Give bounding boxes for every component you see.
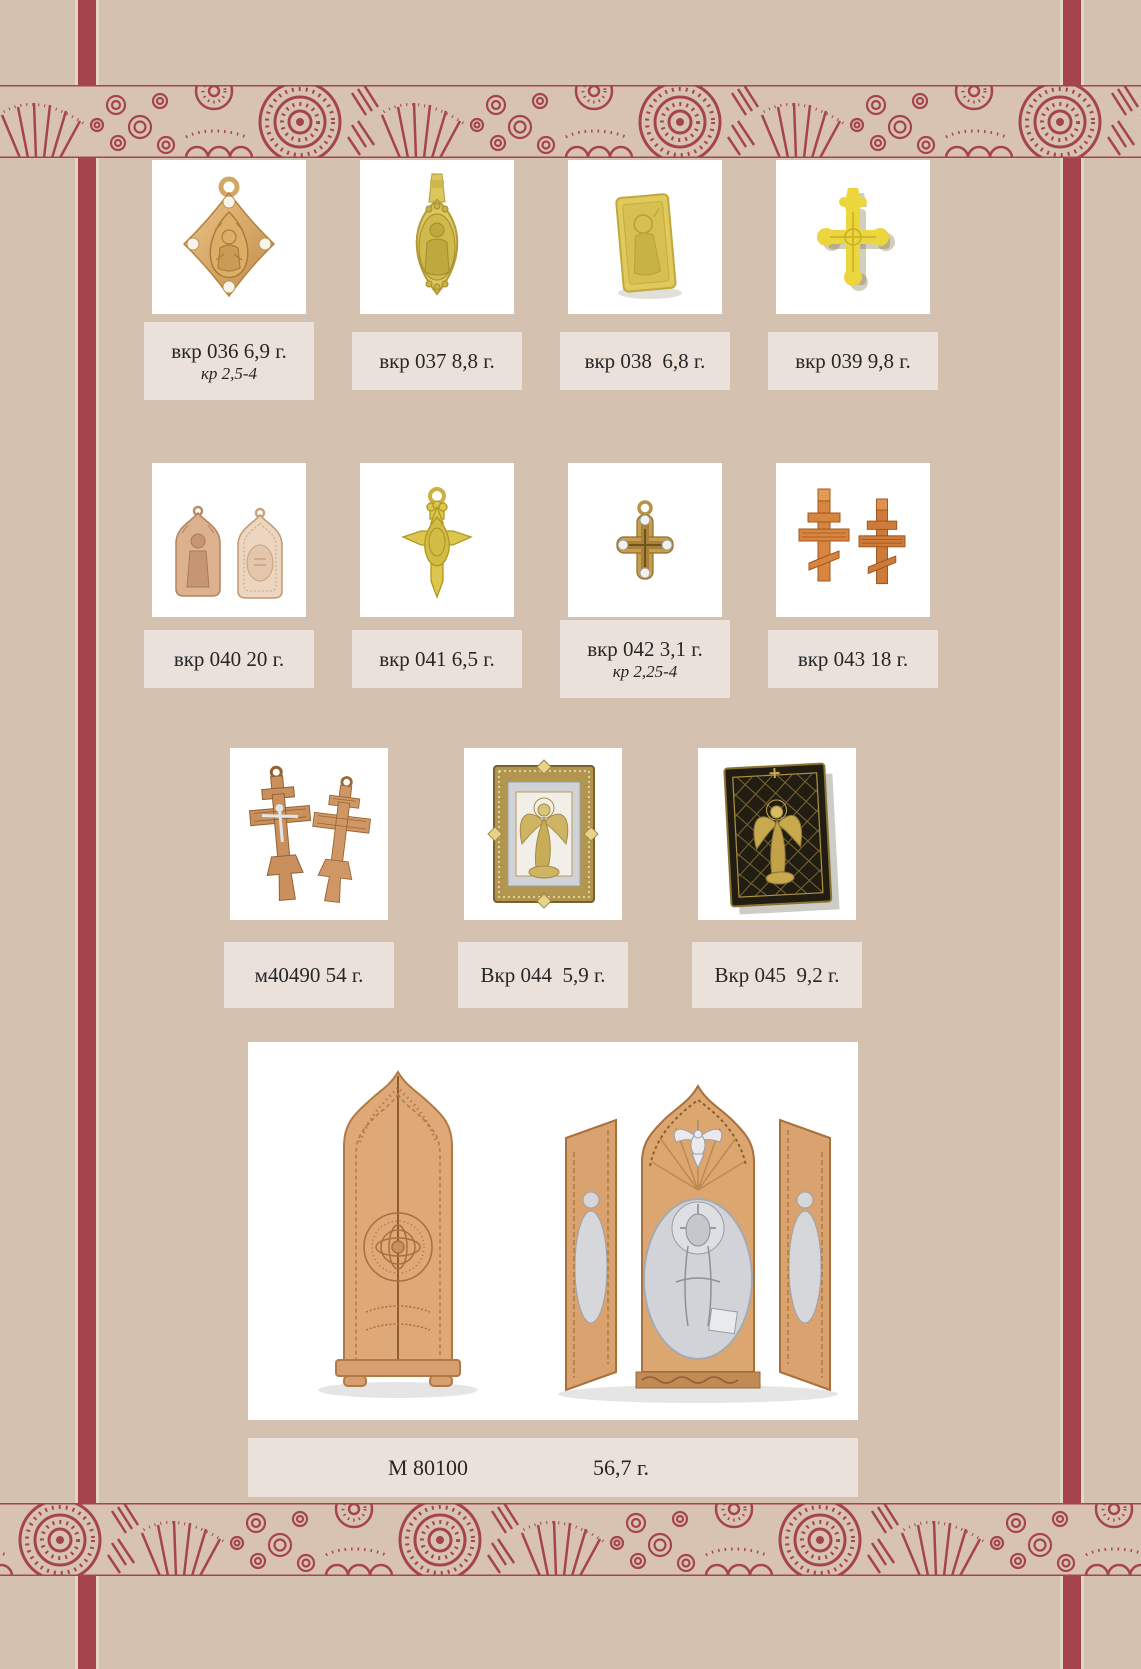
yellow-gold-budded-cross-icon [776,160,930,314]
gold-oval-saint-pendant-icon [360,160,514,314]
left-accent-bar [75,0,99,1669]
product-photo-vkr-036 [152,160,306,314]
top-ornament-band [0,85,1141,158]
product-label-vkr-043 [768,630,938,688]
folding-triptych-closed-and-open-icon [248,1042,858,1420]
product-code-weight: вкр 040 20 г. [173,647,285,671]
product-label-m40490 [224,942,394,1008]
triptych-label-bar [248,1438,858,1497]
gold-cross-teardrop-center-icon [360,463,514,617]
triptych-code: М 80100 [388,1455,469,1480]
two-gold-crucifix-crosses-icon [230,748,388,920]
product-code-weight: вкр 036 6,9 г. [171,339,287,363]
product-code-weight: вкр 043 18 г. [797,647,909,671]
gold-plaque-icon-pendant-icon [568,160,722,314]
product-photo-m40490 [230,748,388,920]
product-code-weight: вкр 042 3,1 г. [587,637,703,661]
product-code-weight: вкр 037 8,8 г. [379,349,495,373]
product-code-weight: Вкр 044 5,9 г. [480,963,606,987]
product-photo-vkr-044 [464,748,622,920]
guardian-angel-icon-pendant-icon [464,748,622,920]
product-photo-m80100-triptych [248,1042,858,1420]
triptych-weight: 56,7 г. [593,1455,650,1480]
product-label-vkr-044 [458,942,628,1008]
product-label-vkr-038 [560,332,730,390]
product-photo-vkr-041 [360,463,514,617]
product-photo-vkr-043 [776,463,930,617]
product-label-vkr-042 [560,620,730,698]
two-tone-cross-with-stones-icon [568,463,722,617]
rose-gold-arch-pendants-front-back-icon [152,463,306,617]
product-label-vkr-039 [768,332,938,390]
black-gold-angel-icon-pendant-icon [698,748,856,920]
two-orange-orthodox-crosses-icon [776,463,930,617]
right-accent-bar [1060,0,1084,1669]
product-code-weight: вкр 039 9,8 г. [795,349,911,373]
product-photo-vkr-040 [152,463,306,617]
product-label-vkr-041 [352,630,522,688]
product-photo-vkr-039 [776,160,930,314]
bottom-ornament-band [0,1503,1141,1576]
product-photo-vkr-038 [568,160,722,314]
product-photo-vkr-037 [360,160,514,314]
product-code-weight: м40490 54 г. [254,963,364,987]
product-photo-vkr-042 [568,463,722,617]
product-photo-vkr-045 [698,748,856,920]
product-label-vkr-045 [692,942,862,1008]
product-label-vkr-040 [144,630,314,688]
product-label-vkr-036 [144,322,314,400]
product-code-weight: вкр 041 6,5 г. [379,647,495,671]
product-stone-note: кр 2,5-4 [200,364,258,383]
rose-gold-rhombus-pendant-icon [152,160,306,314]
product-code-weight: вкр 038 6,8 г. [584,349,706,373]
product-stone-note: кр 2,25-4 [612,662,678,681]
product-label-vkr-037 [352,332,522,390]
product-code-weight: Вкр 045 9,2 г. [714,963,840,987]
